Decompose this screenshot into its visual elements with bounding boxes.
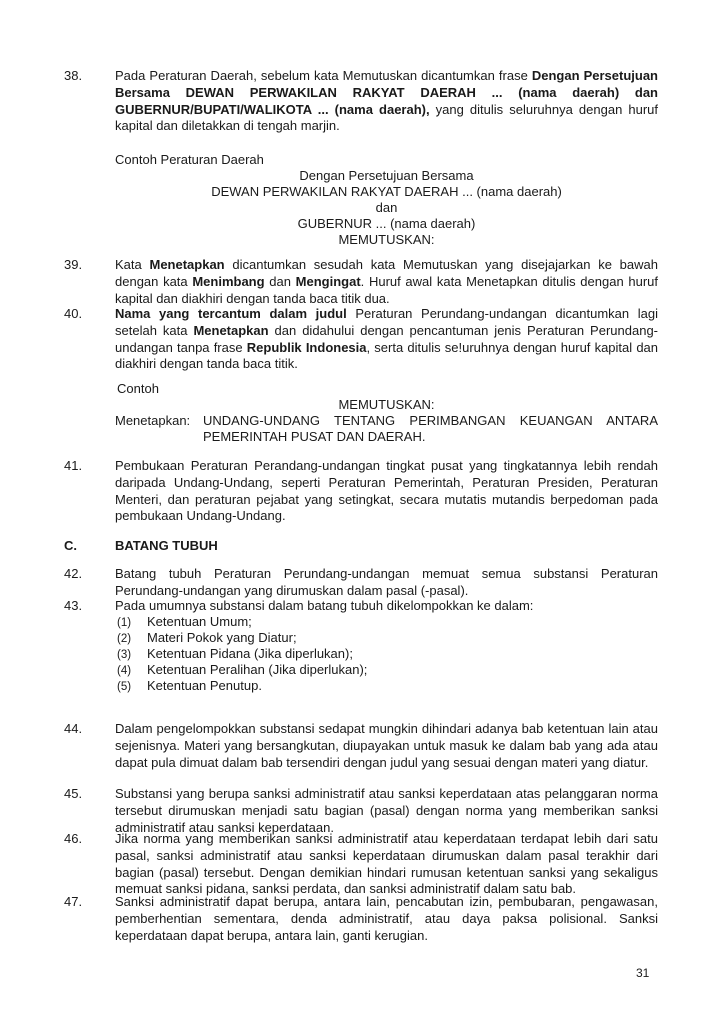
list-item: (1) Ketentuan Umum; xyxy=(117,614,252,629)
item-number: 45. xyxy=(64,786,83,801)
item-number: 41. xyxy=(64,458,83,473)
item-text: Pada Peraturan Daerah, sebelum kata Memutuskan dicantumkan frase Dengan Persetujuan Bersama DEWAN PERWAKILAN RAKYAT DAERAH ... (nama daerah) dan GUBERNUR/BUPATI/WALIKOTA ... (nama daerah), yang ditulis seluruhnya dengan huruf kapital dan diletakkan di tengah marjin. xyxy=(115,68,659,134)
page-number: 31 xyxy=(636,966,650,980)
item-45 xyxy=(64,786,658,836)
example-line: Dengan Persetujuan Bersama xyxy=(299,168,474,183)
example-heading: MEMUTUSKAN: xyxy=(338,397,435,412)
item-number: 40. xyxy=(64,306,83,321)
item-40 xyxy=(64,306,658,373)
item-number: 47. xyxy=(64,894,83,909)
example-label: Contoh Peraturan Daerah xyxy=(115,152,264,167)
item-41 xyxy=(64,458,658,525)
item-text: Sanksi administratif dapat berupa, antara lain, pencabutan izin, pembubaran, pengawasan, pemberhentian sementara, denda administratif, atau daya paksa polisional. Sanksi keperdataan dapat berupa, antara lain, ganti kerugian. xyxy=(115,894,658,943)
item-text: Dalam pengelompokkan substansi sedapat mungkin dihindari adanya bab ketentuan lain atau sejenisnya. Materi yang bersangkutan, diupayakan untuk masuk ke dalam bab yang ada atau dapat pula dimuat dalam bab tersendiri dengan judul yang sesuai dengan materi yang diatur. xyxy=(115,721,658,770)
example-line: MEMUTUSKAN: xyxy=(338,232,435,247)
item-46 xyxy=(64,831,658,898)
item-39 xyxy=(64,257,658,307)
item-43 xyxy=(64,598,658,615)
item-38 xyxy=(64,68,658,135)
section-c xyxy=(64,538,658,555)
list-item: (5) Ketentuan Penutup. xyxy=(117,678,262,693)
item-text: Pembukaan Peraturan Perandang-undangan tingkat pusat yang tingkatannya lebih rendah daripada Undang-Undang, seperti Peraturan Pemerintah, Peraturan Presiden, Peraturan Menteri, dan peraturan pejabat yang setingkat, secara mutatis mutandis berpedoman pada pembukaan Undang-Undang. xyxy=(115,458,658,524)
item-47 xyxy=(64,894,658,944)
item-42 xyxy=(64,566,658,600)
item-number: 44. xyxy=(64,721,83,736)
item-text: Jika norma yang memberikan sanksi administratif atau keperdataan terdapat lebih dari satu pasal, sanksi administratif atau sanksi keperdataan dirumuskan dalam pasal terakhir dari bagian (pasal) tersebut. Dengan demikian hindari rumusan ketentuan sanksi yang sekaligus memuat sanksi pidana, sanksi perdata, dan sanksi administratif dalam satu bab. xyxy=(115,831,658,897)
menetapkan-label: Menetapkan: xyxy=(115,413,191,428)
example-label: Contoh xyxy=(117,381,159,396)
item-number: 43. xyxy=(64,598,83,613)
item-number: 39. xyxy=(64,257,83,272)
example-line: DEWAN PERWAKILAN RAKYAT DAERAH ... (nama daerah) xyxy=(211,184,562,199)
item-number: 46. xyxy=(64,831,83,846)
item-text: Kata Menetapkan dicantumkan sesudah kata Memutuskan yang disejajarkan ke bawah dengan kata Menimbang dan Mengingat. Huruf awal kata Menetapkan ditulis dengan huruf kapital dan diakhiri dengan tanda baca titik dua. xyxy=(115,257,658,306)
item-text: Pada umumnya substansi dalam batang tubuh dikelompokkan ke dalam: xyxy=(115,598,534,613)
list-item: (3) Ketentuan Pidana (Jika diperlukan); xyxy=(117,646,353,661)
example-line: dan xyxy=(375,200,398,215)
item-text: Batang tubuh Peraturan Perundang-undangan memuat semua substansi Peraturan Perundang-undangan yang dirumuskan dalam pasal (-pasal). xyxy=(115,566,658,598)
list-item: (2) Materi Pokok yang Diatur; xyxy=(117,630,297,645)
menetapkan-text: UNDANG-UNDANG TENTANG PERIMBANGAN KEUANGAN ANTARA xyxy=(203,413,658,428)
menetapkan-text: PEMERINTAH PUSAT DAN DAERAH. xyxy=(203,429,426,444)
item-number: 42. xyxy=(64,566,83,581)
section-title: BATANG TUBUH xyxy=(115,538,218,553)
item-44 xyxy=(64,721,658,771)
item-text: Nama yang tercantum dalam judul Peraturan Perundang-undangan dicantumkan lagi setelah kata Menetapkan dan didahului dengan pencantuman jenis Peraturan Perundang-undangan tanpa frase Republik Indonesia, serta ditulis se!uruhnya dengan huruf kapital dan diakhiri dengan tanda baca titik. xyxy=(115,306,659,372)
example-line: GUBERNUR ... (nama daerah) xyxy=(297,216,476,231)
section-number: C. xyxy=(64,538,77,553)
item-number: 38. xyxy=(64,68,83,83)
list-item: (4) Ketentuan Peralihan (Jika diperlukan); xyxy=(117,662,368,677)
item-text: Substansi yang berupa sanksi administratif atau sanksi keperdataan atas pelanggaran norma tersebut dirumuskan menjadi satu bagian (pasal) dengan norma yang memberikan sanksi administratif atau sanksi keperdataan. xyxy=(115,786,658,835)
